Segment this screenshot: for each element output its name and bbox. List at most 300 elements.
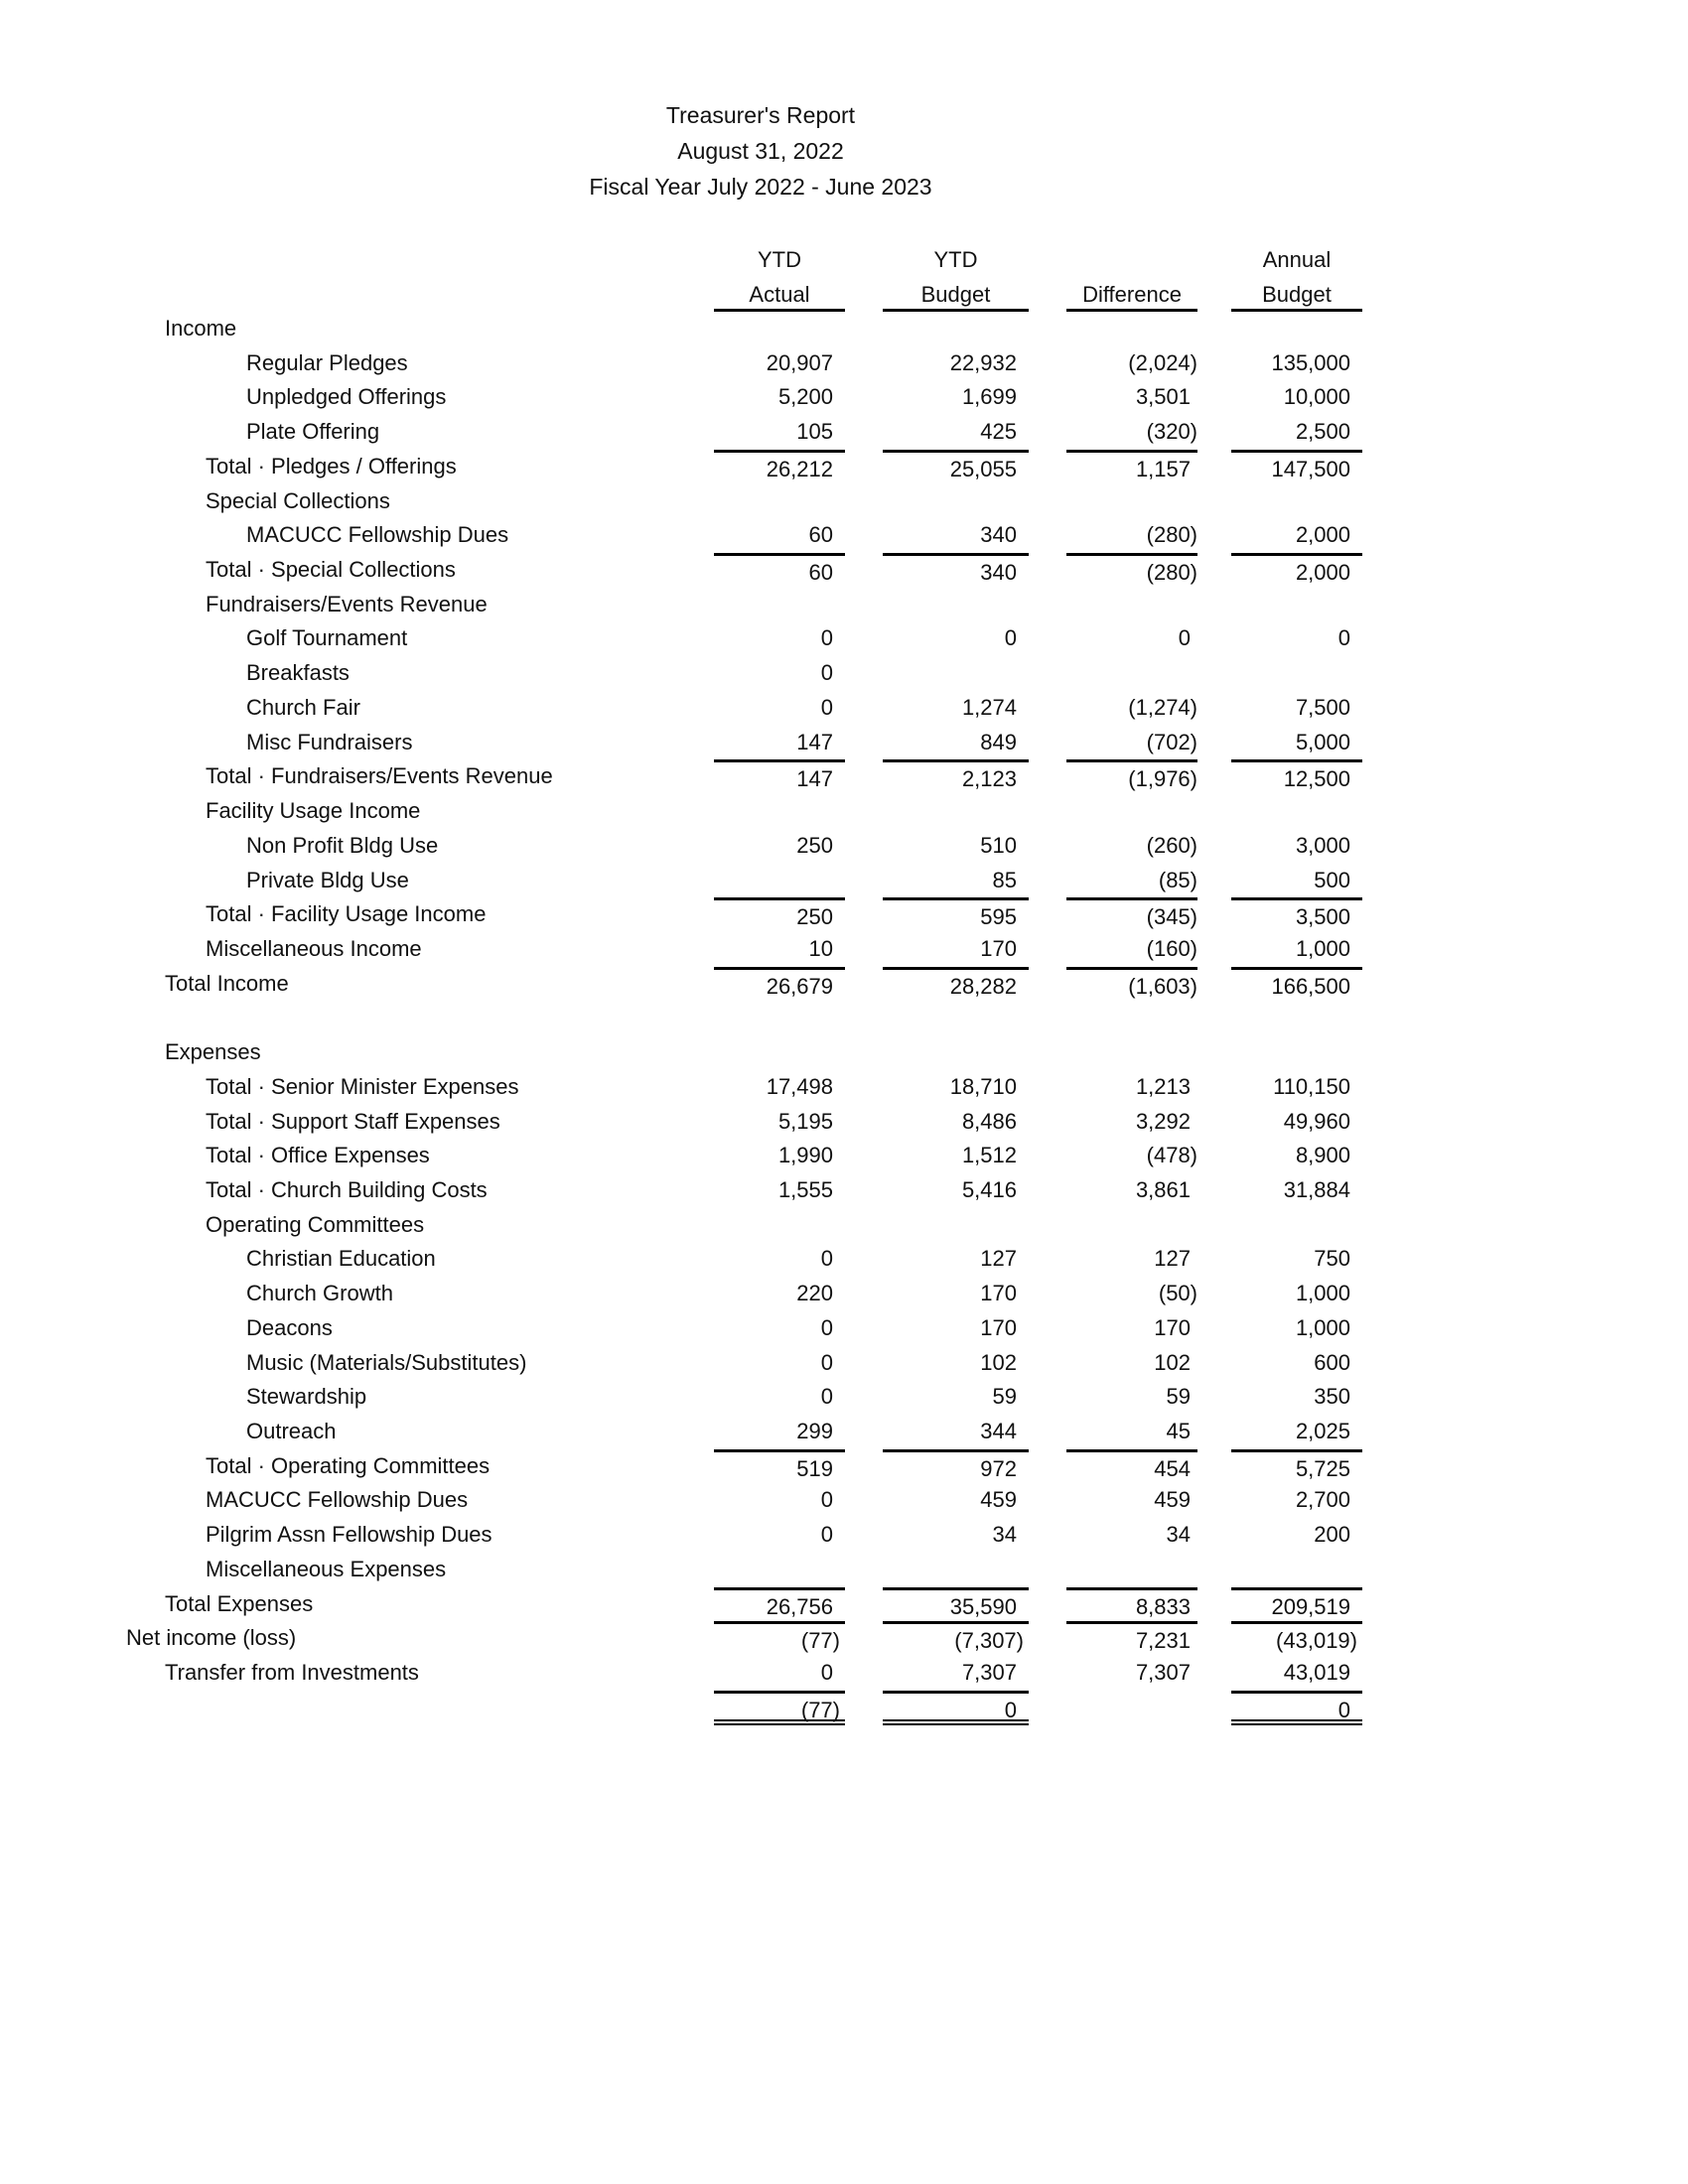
cell-value: 5,000	[1295, 729, 1350, 754]
cell-difference	[1066, 1070, 1197, 1105]
row-label: Transfer from Investments	[165, 1660, 419, 1686]
cell-value: 454	[1154, 1455, 1191, 1481]
cell-difference	[1066, 346, 1197, 381]
cell-value: 102	[980, 1349, 1017, 1375]
cell-actual	[714, 1001, 845, 1035]
cell-difference	[1066, 450, 1197, 484]
cell-value: 3,500	[1295, 904, 1350, 930]
cell-value: 105	[796, 419, 833, 445]
cell-value: 28,282	[949, 973, 1017, 999]
table-row	[0, 1380, 1688, 1415]
cell-value: 0	[1004, 1697, 1017, 1722]
cell-value: 500	[1314, 867, 1350, 892]
row-label: Pilgrim Assn Fellowship Dues	[206, 1522, 492, 1548]
cell-annual	[1231, 1139, 1362, 1173]
cell-value: 3,861	[1135, 1177, 1191, 1202]
cell-annual	[1231, 864, 1362, 898]
cell-annual	[1231, 794, 1362, 829]
cell-value: (77)	[800, 1697, 840, 1722]
cell-value: 7,231	[1135, 1628, 1191, 1654]
cell-budget	[883, 691, 1029, 726]
cell-value: 43,019	[1283, 1660, 1350, 1686]
cell-actual	[714, 1208, 845, 1243]
cell-value: (1,976)	[1128, 766, 1197, 792]
cell-budget	[883, 794, 1029, 829]
cell-annual	[1231, 553, 1362, 588]
cell-value: 1,157	[1135, 456, 1191, 481]
table-row	[0, 759, 1688, 794]
cell-actual	[714, 553, 845, 588]
cell-value: 250	[796, 832, 833, 858]
row-label: Non Profit Bldg Use	[246, 832, 439, 858]
cell-value: (43,019)	[1276, 1628, 1357, 1654]
row-label: Total · Operating Committees	[206, 1452, 491, 1478]
cell-value: (7,307)	[954, 1628, 1024, 1654]
cell-annual	[1231, 380, 1362, 415]
cell-actual	[714, 1621, 845, 1656]
cell-difference	[1066, 1691, 1197, 1725]
row-label: Total · Facility Usage Income	[206, 901, 487, 927]
cell-difference	[1066, 1621, 1197, 1656]
cell-budget	[883, 1415, 1029, 1449]
cell-value: 147	[796, 766, 833, 792]
cell-annual	[1231, 484, 1362, 519]
cell-annual	[1231, 1035, 1362, 1070]
cell-value: 45	[1166, 1419, 1191, 1444]
cell-value: 20,907	[766, 349, 833, 375]
cell-difference	[1066, 1208, 1197, 1243]
table-row	[0, 1208, 1688, 1243]
cell-difference	[1066, 1311, 1197, 1346]
row-label: Outreach	[246, 1419, 337, 1444]
cell-difference	[1066, 312, 1197, 346]
table-row	[0, 1483, 1688, 1518]
cell-value: (345)	[1146, 904, 1197, 930]
cell-annual	[1231, 312, 1362, 346]
cell-actual	[714, 829, 845, 864]
cell-actual	[714, 621, 845, 656]
cell-difference	[1066, 1173, 1197, 1208]
cell-budget	[883, 1277, 1029, 1311]
cell-annual	[1231, 1518, 1362, 1553]
cell-value: 170	[980, 1314, 1017, 1340]
cell-value: 59	[1166, 1384, 1191, 1410]
cell-budget	[883, 1518, 1029, 1553]
cell-value: 60	[808, 522, 833, 548]
cell-annual	[1231, 932, 1362, 967]
row-label: Total · Senior Minister Expenses	[206, 1073, 519, 1099]
cell-actual	[714, 415, 845, 450]
cell-budget	[883, 380, 1029, 415]
cell-annual	[1231, 1587, 1362, 1622]
row-label: Total · Pledges / Offerings	[206, 453, 457, 478]
cell-value: (160)	[1146, 935, 1197, 961]
row-label: Special Collections	[206, 487, 390, 513]
cell-value: 102	[1154, 1349, 1191, 1375]
cell-actual	[714, 656, 845, 691]
cell-budget	[883, 553, 1029, 588]
cell-value: 425	[980, 419, 1017, 445]
cell-difference	[1066, 1553, 1197, 1587]
cell-value: 5,195	[777, 1108, 833, 1134]
cell-budget	[883, 1001, 1029, 1035]
row-label: Total · Special Collections	[206, 557, 456, 583]
row-label: Christian Education	[246, 1246, 436, 1272]
cell-difference	[1066, 1587, 1197, 1622]
cell-annual	[1231, 1173, 1362, 1208]
row-label: Plate Offering	[246, 419, 380, 445]
table-row	[0, 553, 1688, 588]
cell-budget	[883, 1691, 1029, 1725]
cell-actual	[714, 1656, 845, 1691]
table-row	[0, 1105, 1688, 1140]
cell-value: 510	[980, 832, 1017, 858]
cell-actual	[714, 588, 845, 622]
table-row	[0, 1139, 1688, 1173]
cell-annual	[1231, 967, 1362, 1002]
cell-annual	[1231, 1311, 1362, 1346]
cell-difference	[1066, 1380, 1197, 1415]
cell-value: 250	[796, 904, 833, 930]
cell-annual	[1231, 1380, 1362, 1415]
cell-budget	[883, 932, 1029, 967]
cell-value: 10	[808, 935, 833, 961]
cell-value: 17,498	[766, 1073, 833, 1099]
cell-annual	[1231, 829, 1362, 864]
cell-difference	[1066, 794, 1197, 829]
cell-budget	[883, 1449, 1029, 1484]
cell-value: 7,307	[961, 1660, 1017, 1686]
table-row	[0, 1311, 1688, 1346]
cell-value: 2,700	[1295, 1487, 1350, 1513]
row-label: Miscellaneous Expenses	[206, 1556, 447, 1581]
cell-value: 0	[1337, 625, 1350, 651]
cell-value: 0	[820, 1384, 833, 1410]
row-label: Operating Committees	[206, 1211, 425, 1237]
cell-value: (260)	[1146, 832, 1197, 858]
table-row	[0, 656, 1688, 691]
cell-actual	[714, 1449, 845, 1484]
table-row	[0, 588, 1688, 622]
cell-value: (1,603)	[1128, 973, 1197, 999]
cell-difference	[1066, 691, 1197, 726]
cell-value: 0	[820, 625, 833, 651]
cell-difference	[1066, 1518, 1197, 1553]
cell-annual	[1231, 1070, 1362, 1105]
cell-difference	[1066, 484, 1197, 519]
cell-value: 209,519	[1271, 1593, 1350, 1619]
cell-annual	[1231, 1415, 1362, 1449]
cell-budget	[883, 759, 1029, 794]
row-label: Unpledged Offerings	[246, 384, 447, 410]
row-label: Total Expenses	[165, 1590, 314, 1616]
cell-annual	[1231, 1449, 1362, 1484]
table-row	[0, 380, 1688, 415]
cell-value: 595	[980, 904, 1017, 930]
cell-actual	[714, 1277, 845, 1311]
table-row-blank	[0, 1691, 1688, 1725]
cell-value: 8,833	[1135, 1593, 1191, 1619]
cell-value: 2,123	[961, 766, 1017, 792]
cell-budget	[883, 1105, 1029, 1140]
cell-value: 5,725	[1295, 1455, 1350, 1481]
cell-value: 1,213	[1135, 1073, 1191, 1099]
cell-value: 0	[820, 1522, 833, 1548]
cell-value: 166,500	[1271, 973, 1350, 999]
cell-difference	[1066, 1105, 1197, 1140]
cell-budget	[883, 312, 1029, 346]
row-label: MACUCC Fellowship Dues	[206, 1487, 469, 1513]
cell-budget	[883, 1035, 1029, 1070]
cell-actual	[714, 967, 845, 1002]
cell-value: 59	[992, 1384, 1017, 1410]
cell-budget	[883, 415, 1029, 450]
cell-value: 147,500	[1271, 456, 1350, 481]
cell-value: 2,500	[1295, 419, 1350, 445]
cell-value: 34	[1166, 1522, 1191, 1548]
cell-value: (280)	[1146, 522, 1197, 548]
cell-value: 0	[820, 1487, 833, 1513]
cell-difference	[1066, 759, 1197, 794]
column-header-annual-budget: Annual Budget	[1231, 242, 1362, 312]
cell-value: 31,884	[1283, 1177, 1350, 1202]
cell-annual	[1231, 621, 1362, 656]
cell-annual	[1231, 1277, 1362, 1311]
cell-budget	[883, 1070, 1029, 1105]
cell-difference	[1066, 553, 1197, 588]
cell-actual	[714, 1242, 845, 1277]
report-title: Treasurer's Report	[665, 102, 856, 128]
cell-annual	[1231, 1656, 1362, 1691]
cell-value: 5,200	[777, 384, 833, 410]
cell-budget	[883, 1587, 1029, 1622]
cell-actual	[714, 1483, 845, 1518]
cell-value: 299	[796, 1419, 833, 1444]
cell-budget	[883, 1242, 1029, 1277]
cell-annual	[1231, 346, 1362, 381]
cell-difference	[1066, 932, 1197, 967]
cell-value: 170	[1154, 1314, 1191, 1340]
cell-budget	[883, 1656, 1029, 1691]
cell-annual	[1231, 1553, 1362, 1587]
cell-actual	[714, 518, 845, 553]
cell-actual	[714, 380, 845, 415]
table-row	[0, 1656, 1688, 1691]
table-row	[0, 1242, 1688, 1277]
cell-value: 127	[1154, 1246, 1191, 1272]
cell-difference	[1066, 1449, 1197, 1484]
cell-value: (320)	[1146, 419, 1197, 445]
cell-budget	[883, 829, 1029, 864]
cell-value: 459	[1154, 1487, 1191, 1513]
cell-difference	[1066, 1415, 1197, 1449]
cell-value: 8,900	[1295, 1143, 1350, 1168]
cell-budget	[883, 1380, 1029, 1415]
cell-budget	[883, 656, 1029, 691]
cell-value: (85)	[1158, 867, 1197, 892]
cell-budget	[883, 518, 1029, 553]
cell-annual	[1231, 1691, 1362, 1725]
report-title-block	[0, 97, 1521, 205]
cell-actual	[714, 484, 845, 519]
cell-actual	[714, 1070, 845, 1105]
cell-value: 459	[980, 1487, 1017, 1513]
column-header-ytd-budget: YTD Budget	[883, 242, 1029, 312]
cell-actual	[714, 1035, 845, 1070]
cell-difference	[1066, 380, 1197, 415]
cell-difference	[1066, 1035, 1197, 1070]
table-row	[0, 932, 1688, 967]
cell-annual	[1231, 450, 1362, 484]
table-row	[0, 829, 1688, 864]
cell-annual	[1231, 726, 1362, 760]
cell-value: 3,292	[1135, 1108, 1191, 1134]
cell-difference	[1066, 967, 1197, 1002]
cell-value: (50)	[1158, 1281, 1197, 1306]
cell-annual	[1231, 1242, 1362, 1277]
table-row	[0, 1518, 1688, 1553]
cell-value: 1,990	[777, 1143, 833, 1168]
cell-budget	[883, 621, 1029, 656]
cell-budget	[883, 1139, 1029, 1173]
cell-budget	[883, 1621, 1029, 1656]
cell-value: 60	[808, 560, 833, 586]
row-label: MACUCC Fellowship Dues	[246, 522, 509, 548]
table-row	[0, 897, 1688, 932]
table-row	[0, 484, 1688, 519]
cell-value: 350	[1314, 1384, 1350, 1410]
cell-annual	[1231, 759, 1362, 794]
cell-actual	[714, 450, 845, 484]
cell-budget	[883, 967, 1029, 1002]
cell-budget	[883, 450, 1029, 484]
cell-actual	[714, 726, 845, 760]
cell-budget	[883, 588, 1029, 622]
cell-actual	[714, 1553, 845, 1587]
cell-value: 2,000	[1295, 522, 1350, 548]
cell-budget	[883, 1173, 1029, 1208]
cell-value: 0	[820, 1246, 833, 1272]
cell-value: 0	[820, 1349, 833, 1375]
row-label: Net income (loss)	[126, 1625, 297, 1651]
cell-difference	[1066, 1139, 1197, 1173]
cell-value: 340	[980, 560, 1017, 586]
table-row	[0, 1621, 1688, 1656]
table-row	[0, 518, 1688, 553]
cell-value: 26,212	[766, 456, 833, 481]
column-headers	[0, 242, 1688, 316]
cell-value: 849	[980, 729, 1017, 754]
cell-difference	[1066, 1001, 1197, 1035]
cell-difference	[1066, 518, 1197, 553]
table-row	[0, 1070, 1688, 1105]
cell-annual	[1231, 656, 1362, 691]
cell-value: 200	[1314, 1522, 1350, 1548]
cell-difference	[1066, 1277, 1197, 1311]
cell-actual	[714, 346, 845, 381]
cell-actual	[714, 864, 845, 898]
cell-actual	[714, 1587, 845, 1622]
cell-actual	[714, 1691, 845, 1725]
cell-value: 1,274	[961, 694, 1017, 720]
cell-annual	[1231, 1483, 1362, 1518]
cell-annual	[1231, 1001, 1362, 1035]
cell-value: 2,025	[1295, 1419, 1350, 1444]
cell-value: 1,699	[961, 384, 1017, 410]
cell-actual	[714, 897, 845, 932]
table-row	[0, 1415, 1688, 1449]
row-label: Stewardship	[246, 1384, 367, 1410]
cell-difference	[1066, 1242, 1197, 1277]
cell-value: 0	[1178, 625, 1191, 651]
cell-actual	[714, 1105, 845, 1140]
table-row	[0, 726, 1688, 760]
cell-budget	[883, 1483, 1029, 1518]
row-label: Income	[165, 316, 237, 341]
cell-value: 8,486	[961, 1108, 1017, 1134]
cell-difference	[1066, 1656, 1197, 1691]
cell-value: 34	[992, 1522, 1017, 1548]
row-label: Expenses	[165, 1039, 261, 1065]
cell-annual	[1231, 1621, 1362, 1656]
row-label: Deacons	[246, 1314, 333, 1340]
cell-value: 170	[980, 935, 1017, 961]
row-label: Church Growth	[246, 1281, 393, 1306]
cell-annual	[1231, 415, 1362, 450]
table-row	[0, 346, 1688, 381]
cell-value: 972	[980, 1455, 1017, 1481]
cell-actual	[714, 1415, 845, 1449]
cell-budget	[883, 864, 1029, 898]
cell-value: 170	[980, 1281, 1017, 1306]
cell-value: 0	[820, 1314, 833, 1340]
cell-actual	[714, 794, 845, 829]
cell-actual	[714, 1518, 845, 1553]
cell-value: 600	[1314, 1349, 1350, 1375]
cell-budget	[883, 726, 1029, 760]
cell-value: 85	[992, 867, 1017, 892]
cell-value: 2,000	[1295, 560, 1350, 586]
cell-actual	[714, 759, 845, 794]
cell-value: 0	[820, 1660, 833, 1686]
cell-value: 344	[980, 1419, 1017, 1444]
row-label: Total Income	[165, 970, 289, 996]
cell-value: 340	[980, 522, 1017, 548]
table-row-blank	[0, 1001, 1688, 1035]
cell-value: (702)	[1146, 729, 1197, 754]
table-row	[0, 1277, 1688, 1311]
cell-annual	[1231, 897, 1362, 932]
table-row	[0, 1173, 1688, 1208]
table-row	[0, 450, 1688, 484]
table-row	[0, 691, 1688, 726]
cell-value: 0	[1337, 1697, 1350, 1722]
cell-value: 135,000	[1271, 349, 1350, 375]
cell-value: 35,590	[949, 1593, 1017, 1619]
row-label: Breakfasts	[246, 660, 350, 686]
row-label: Private Bldg Use	[246, 867, 409, 892]
cell-value: 1,000	[1295, 1314, 1350, 1340]
cell-value: 49,960	[1283, 1108, 1350, 1134]
cell-value: 750	[1314, 1246, 1350, 1272]
table-row	[0, 1035, 1688, 1070]
cell-actual	[714, 1139, 845, 1173]
cell-actual	[714, 1380, 845, 1415]
cell-value: 7,307	[1135, 1660, 1191, 1686]
cell-value: 519	[796, 1455, 833, 1481]
cell-value: 5,416	[961, 1177, 1017, 1202]
cell-value: (478)	[1146, 1143, 1197, 1168]
